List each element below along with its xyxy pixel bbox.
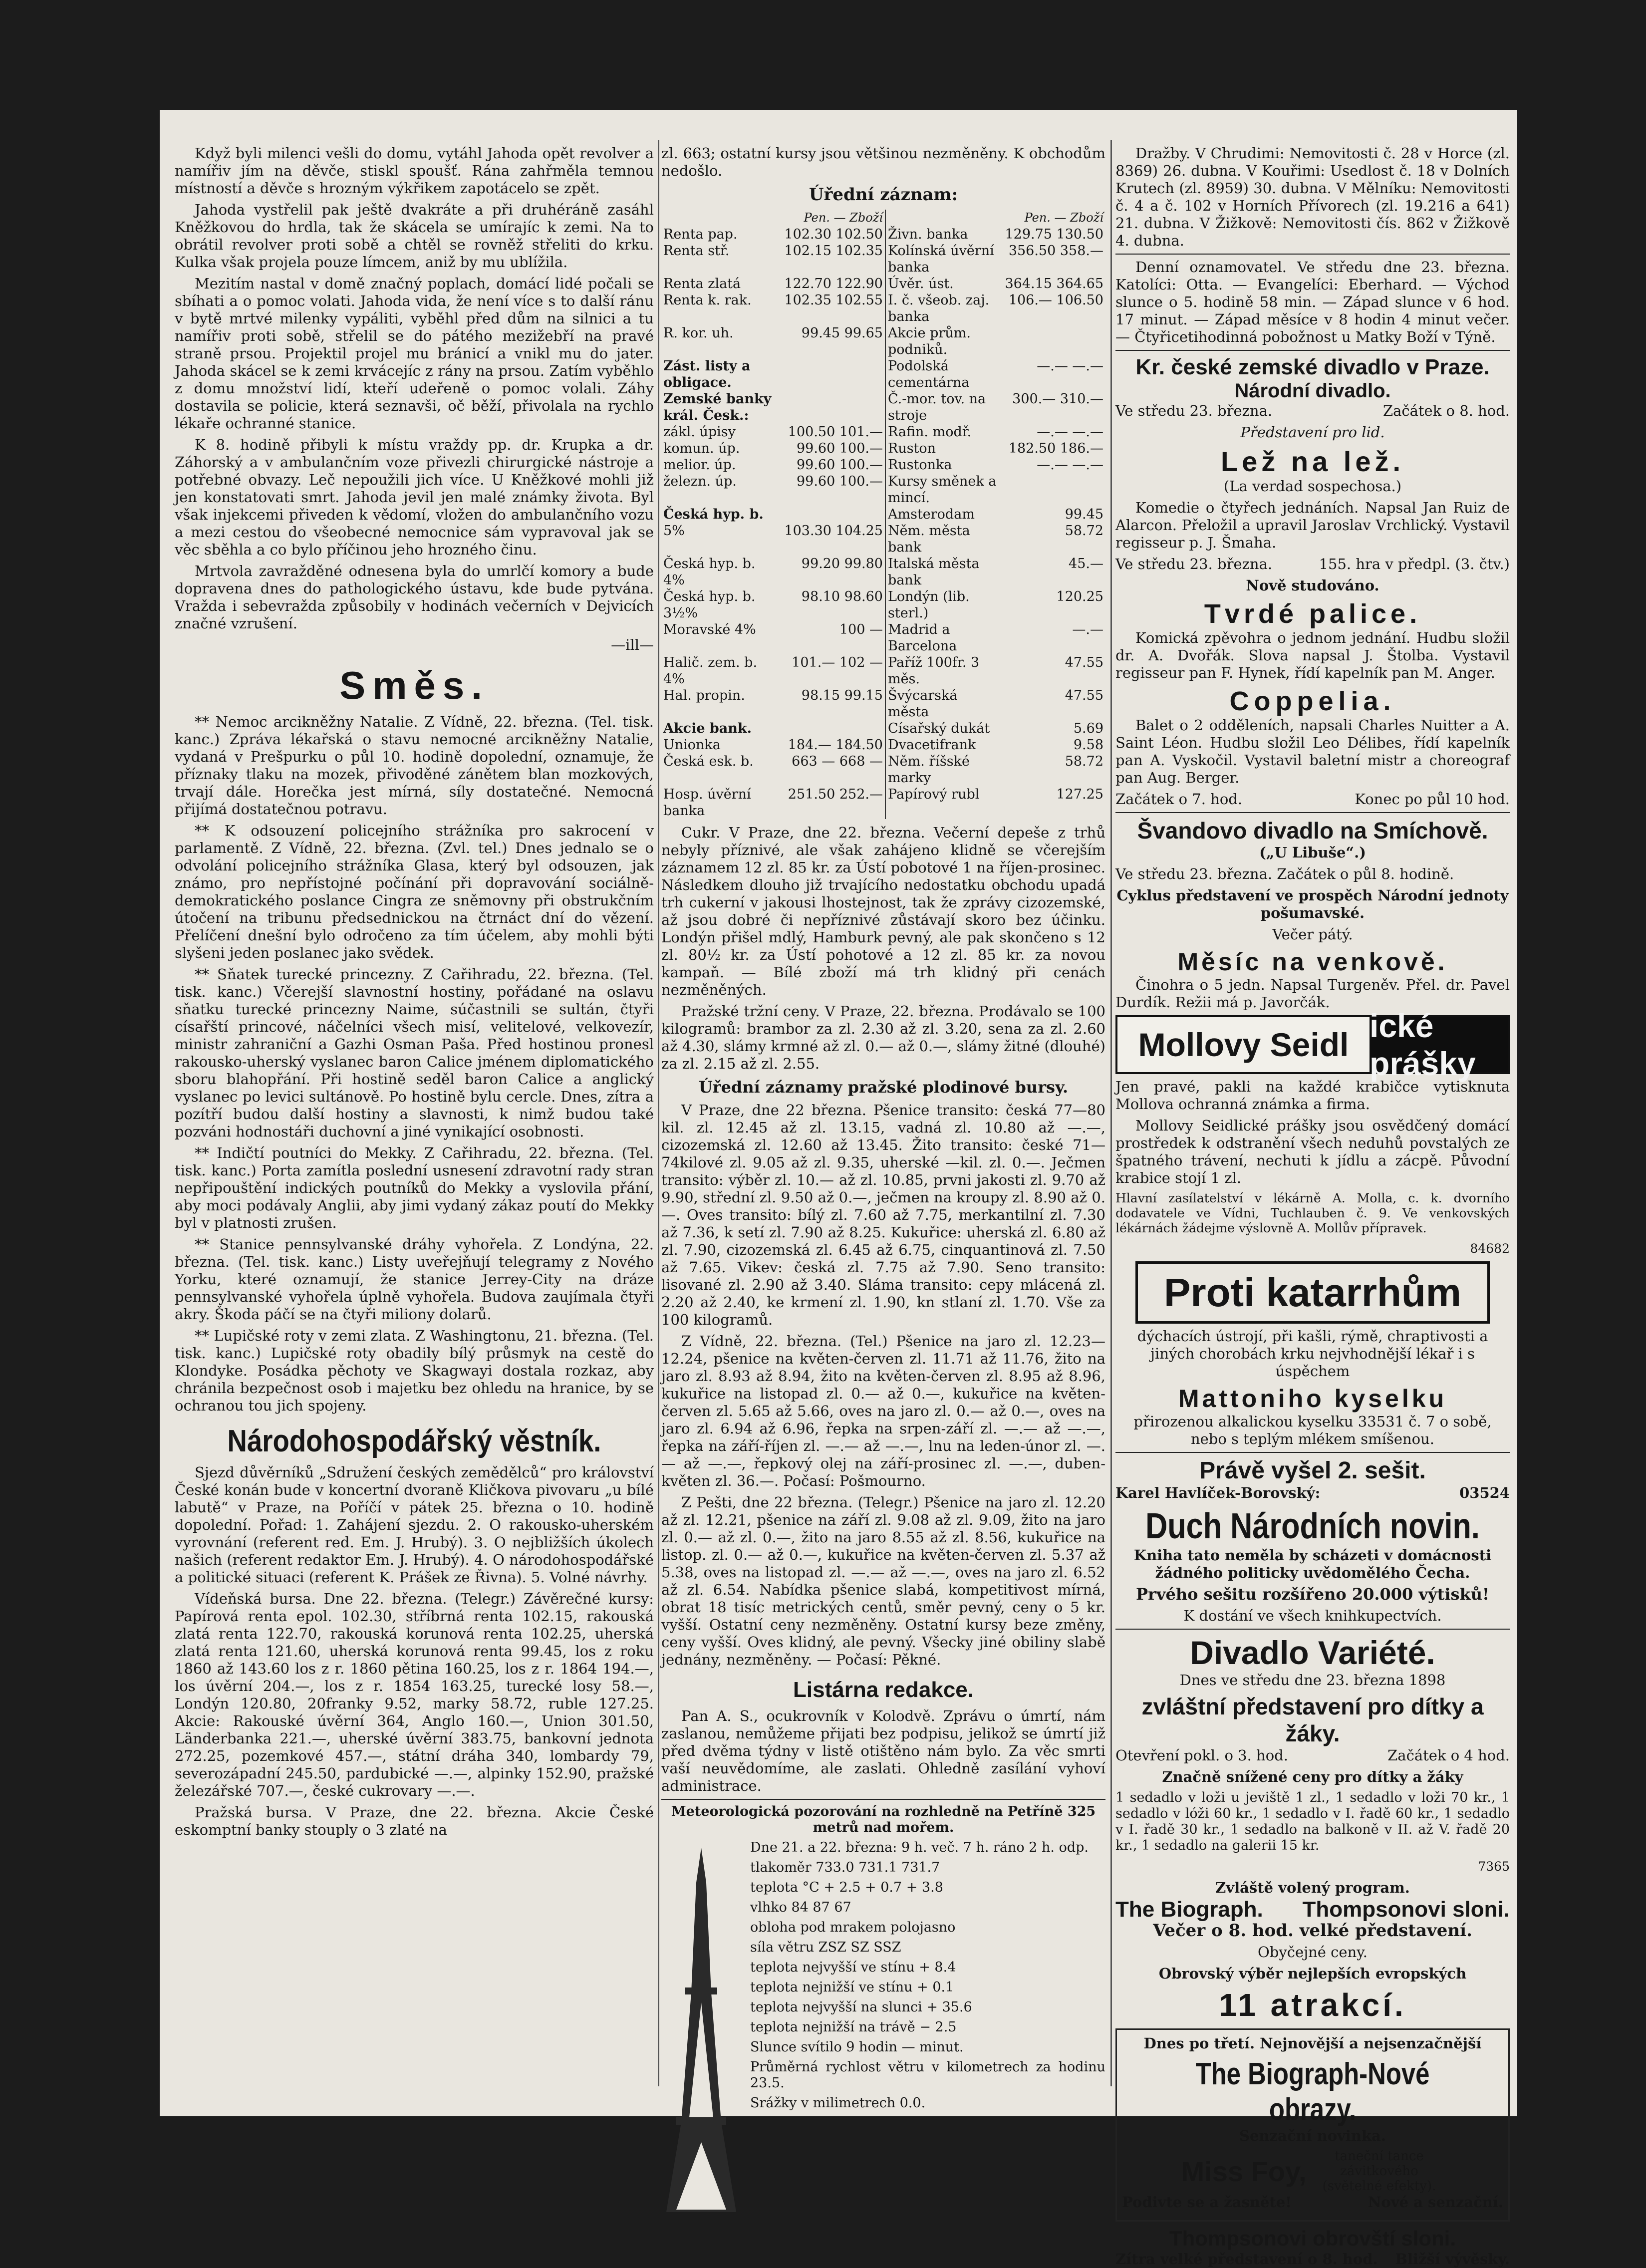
ad-number: 7365 [1478, 1859, 1510, 1874]
section-title-economy: Národohospodářský věstník. [227, 1424, 601, 1458]
table-cell: 300.— 310.— [1012, 391, 1103, 407]
table-cell: Něm. říšské marky [885, 753, 1003, 786]
table-cell: Akcie bank. [663, 721, 752, 736]
show-note: Cyklus představení ve prospěch Národní jednoty pošumavské. [1116, 887, 1509, 921]
table-cell: Císařský dukát [885, 720, 1003, 737]
table-row [661, 358, 1105, 391]
table-cell: 98.10 98.60 [801, 589, 883, 604]
table-cell: 99.20 99.80 [801, 556, 883, 571]
table-row [661, 654, 1105, 687]
table-row [661, 473, 1105, 506]
book-availability: K dostání ve všech knihkupectvích. [1183, 1607, 1442, 1624]
table-cell: 127.25 [1056, 787, 1103, 802]
table-cell: 100.50 101.— [788, 424, 883, 440]
bursa-continuation: zl. 663; ostatní kursy jsou většinou nezměněny. K obchodům nedošlo. [661, 145, 1105, 179]
grain-exchange-title: Úřední záznamy pražské plodinové bursy. [698, 1078, 1069, 1097]
column-rule [1110, 140, 1112, 2086]
meteo-row: tlakoměr 733.0 731.1 731.7 [750, 1860, 940, 1875]
column-right [1115, 145, 1510, 2268]
economy-item: Sjezd důvěrníků „Sdružení českých zemědělců“ pro království České konán bude v koncertní dvoraně Kličkova pivovaru „u bílé labutě“ v Praze, na Poříčí v pátek 25. března o 10. hodině dopolední. Pořad: 1. Zahájení sjezdu. 2. O rakousko-uherském vyrovnání (referent red. Em. J. Hrubý). 3. O nejbližších úkolech našich (referent redaktor Em. J. Hrubý). 4. O národohospodářské a politické situaci (referent K. Prášek ze Řivna). 5. Volné návrhy. [175, 1464, 654, 1586]
table-cell: Moravské 4% [663, 622, 756, 637]
biograph-ad-intro: Dnes po třetí. Nejnovější a nejsenzačnější [1143, 2035, 1482, 2052]
table-cell: Amsterodam [885, 506, 1003, 523]
table-cell: 58.72 [1065, 754, 1103, 769]
table-cell: 98.15 99.15 [801, 688, 883, 703]
table-cell [782, 506, 885, 523]
biograph-ad-novelty: Senzační novinka. [1239, 2127, 1386, 2144]
play-description: Činohra o 5 jedn. Napsal Turgeněv. Přel. dr. Pavel Durdík. Režii má p. Javorčák. [1115, 976, 1510, 1011]
table-cell: Česká hyp. b. 3½% [663, 589, 756, 621]
biograph-ad-call: Podivte se a žasněte! [1122, 2194, 1292, 2211]
column-middle [661, 145, 1105, 2111]
table-cell: 663 — 668 — [792, 754, 883, 769]
table-cell: 182.50 186.— [1008, 441, 1103, 456]
table-row [661, 753, 1105, 786]
table-cell: —.— —.— [1037, 358, 1103, 374]
table-row [661, 621, 1105, 654]
mollovy-banner-left: Mollovy Seidl [1117, 1017, 1370, 1072]
table-cell: 99.45 99.65 [801, 325, 883, 341]
table-cell: Něm. města bank [885, 523, 1003, 556]
meteo-head: Dne 21. a 22. března: 9 h. več. 7 h. ráno 2 h. odp. [750, 1840, 1089, 1855]
meteo-row: Slunce svítilo 9 hodin — minut. [750, 2039, 964, 2055]
meteo-row: teplota nejnižší ve stínu + 0.1 [750, 1980, 954, 1995]
table-cell: 103.30 104.25 [784, 523, 883, 539]
book-title: Duch Národních novin. [1145, 1506, 1480, 1546]
show-evening: Večer pátý. [1272, 926, 1353, 943]
play-title: Coppelia. [1229, 686, 1396, 716]
play-title: Tvrdé palice. [1204, 599, 1421, 629]
variete-special: zvláštní představení pro dítky a žáky. [1141, 1694, 1484, 1746]
table-cell: 99.60 100.— [796, 441, 883, 456]
economy-item: Vídeňská bursa. Dne 22. března. (Telegr.) Závěrečné kursy: Papírová renta epol. 102.30, stříbrná renta 102.15, rakouská zlatá renta 122.70, rakouská korunová renta 102.25, uherská zlatá renta 121.60, uherská korunová renta 99.45, los z roku 1860 až 143.60 los z r. 1860 pětina 160.25, los z r. 1864 194.—, los úvěrní 204.—, los z r. 1854 163.25, turecké losy 58.—, Londýn 120.80, 20franky 9.52, marky 58.72, ruble 127.25. Akcie: Rakouské úvěrní 364, Anglo 160.—, Union 301.50, Länderbanka 221.—, uherské úvěrní 383.75, bankovní jednota 272.25, pozemkové 457.—, státní dráha 340, lombardy 79, severozápadní 245.50, pardubické —.—, alpinky 152.90, pražské železářské 707.—, české cukrovary —.—. [175, 1590, 654, 1799]
national-theatre: Národní divadlo. [1234, 380, 1391, 402]
table-cell: 251.50 252.— [788, 787, 883, 802]
attractions-intro: Obrovský výběr nejlepších evropských [1158, 1965, 1467, 1982]
table-cell: melior. úp. [663, 457, 736, 473]
table-cell: Halič. zem. b. 4% [663, 655, 758, 687]
petrin-tower-icon [661, 1843, 741, 2222]
table-row [661, 506, 1105, 523]
table-header: Pen. — Zboží [804, 211, 883, 225]
katarrh-ad-title: Proti katarrhům [1135, 1261, 1490, 1324]
table-cell: Rafin. modř. [885, 424, 1003, 440]
posters-note: Bližší vývěsky. [1395, 2251, 1510, 2268]
table-cell: —.— —.— [1037, 424, 1103, 440]
vienna-report: Z Vídně, 22. března. (Tel.) Pšenice na jaro zl. 12.23—12.24, pšenice na květen-červen zl. 11.71 až 11.76, žito na jaro zl. 8.93 až 8.94, žito na květen-červen zl. 8.95 až 8.96, kukuřice na listopad zl. 0.— až 0.—, kukuřice na květen-červen zl. 5.65 až 5.66, oves na jaro zl. 0.— až 0.—, oves na jaro zl. 6.94 až 6.96, řepka na srpen-září zl. —.— až —.—, řepka na září-říjen zl. —.— až —.—, lnu na leden-únor zl. —.— až —.—, řepkový olej na září-prosinec zl. —.—, duben-květen zl. 36.—. Počasí: Pošmourno. [661, 1333, 1105, 1489]
table-cell: Kursy směnek a mincí. [885, 473, 1003, 506]
mollovy-banner-right: ické prášky [1370, 1017, 1508, 1072]
table-row [661, 292, 1105, 325]
mattoni-text: přirozenou alkalickou kyselku 33531 č. 7 o sobě, nebo s teplým mlékem smíšenou. [1133, 1413, 1492, 1447]
table-cell: 184.— 184.50 [788, 737, 883, 753]
attractions: 11 atrakcí. [1219, 1987, 1406, 2023]
play-title: Měsíc na venkově. [1177, 948, 1448, 976]
table-cell: 100 — [839, 622, 883, 637]
table-cell: 106.— 106.50 [1008, 292, 1103, 308]
table-row [661, 243, 1105, 276]
table-cell: I. č. všeob. zaj. banka [885, 292, 1003, 325]
table-cell: Zemské banky král. Česk.: [663, 391, 772, 423]
table-cell: 356.50 358.— [1008, 243, 1103, 259]
column-left [175, 145, 654, 2101]
theatre-title: Kr. české zemské divadlo v Praze. [1135, 355, 1490, 379]
table-cell: 45.— [1069, 556, 1103, 571]
table-header: Pen. — Zboží [1024, 211, 1103, 225]
daily-announcer: Denní oznamovatel. Ve středu dne 23. března. Katolíci: Otta. — Evangelíci: Eberhard. — Východ slunce o 5. hodině 58 min. — Západ slunce v 6 hod. 17 minut. — Západ měsíce v 8 hodin 4 minut večer. — Čtyřicetihodinná pobožnost u Matky Boží v Týně. [1115, 259, 1510, 345]
show-date: Ve středu 23. března. [1115, 402, 1273, 419]
article-paragraph: Jahoda vystřelil pak ještě dvakráte a při druhéráně zasáhl Kněžkovou do hrdla, tak že skácela se umírajíc k zemi. Na to obrátil revolver proti sobě a chtěl se rovněž střeliti do krku. Kulka však projela pouze límcem, aniž by mu ublížila. [175, 201, 654, 271]
author-signature: —ill— [611, 636, 654, 653]
table-cell: 102.15 102.35 [784, 243, 883, 259]
table-cell: —.— —.— [1037, 457, 1103, 473]
table-row [661, 457, 1105, 473]
table-cell [782, 358, 885, 391]
table-row [661, 276, 1105, 292]
editorial-letters-title: Listárna redakce. [793, 1678, 974, 1702]
katarrh-ad-text: dýchacích ústrojí, při kašli, rýmě, chraptivosti a jiných chorobách krku nejvhodnější lékař i s úspěchem [1137, 1328, 1488, 1380]
table-cell: železn. úp. [663, 474, 737, 489]
auctions: Dražby. V Chrudimi: Nemovitosti č. 28 v Horce (zl. 8369) 26. dubna. V Kouřimi: Usedlost č. 18 v Dolních Krutech (zl. 8959) 30. dubna. V Mělníku: Nemovitosti č. 4 a č. 102 v Horních Přívorech (zl. 19.216 a 641) 21. dubna. V Žižkově: Nemovitosti čís. 862 v Žižkově 4. dubna. [1115, 145, 1510, 249]
table-cell: Úvěr. úst. [885, 276, 1003, 292]
table-cell: Česká hyp. b. [663, 507, 764, 522]
show-date: Ve středu 23. března. Začátek o půl 8. hodině. [1115, 865, 1454, 882]
variete-program: Zvláště volený program. [1215, 1879, 1410, 1896]
table-cell: Renta zlatá [663, 276, 741, 291]
book-description: Kniha tato neměla by scházeti v domácnosti žádného politicky uvědomělého Čecha. [1133, 1547, 1492, 1581]
variete-cheap: Značně snížené ceny pro dítky a žáky [1162, 1768, 1463, 1785]
table-cell: Česká hyp. b. 4% [663, 556, 756, 588]
meteo-row: síla větru ZSZ SZ SSZ [750, 1940, 901, 1955]
meteo-row: vlhko 84 87 67 [750, 1900, 851, 1915]
table-row [661, 786, 1105, 819]
table-cell: Renta stř. [663, 243, 730, 259]
table-cell: Paříž 100fr. 3 měs. [885, 654, 1003, 687]
show-note: Představení pro lid. [1240, 424, 1385, 441]
play-title: Lež na lež. [1220, 446, 1405, 477]
table-cell: Česká esk. b. [663, 754, 754, 769]
article-paragraph: K 8. hodině přibyli k místu vraždy pp. dr. Krupka a dr. Záhorský a v ambulančním voze přivezli chirurgické nástroje a potřebné obvazy. Leč nepoužili jich více. U Kněžkové mohli již jen konstatovati smrt. Jahoda jevil jen malé známky života. Byl však injekcemi přiveden k vědomí, vložen do ambulančního vozu a mezi cestou do všeobecné nemocnice sám vypravoval jak se věc sběhla a co bylo příčinou jeho hrozného činu. [175, 436, 654, 558]
miss-foy-desc: taneční tance závitkového (světelné efekty). [1322, 2149, 1436, 2194]
exchange-table [661, 210, 1105, 819]
table-cell [782, 720, 885, 737]
biograph-ad-new: Nové a senzační. [1368, 2194, 1503, 2211]
show-start: Začátek o 8. hod. [1382, 402, 1510, 419]
book-circulation: Prvého sešitu rozšířeno 20.000 výtisků! [1135, 1585, 1490, 1604]
variete-prices-note: Obyčejné ceny. [1257, 1944, 1368, 1961]
table-cell: 5.69 [1073, 721, 1103, 736]
table-cell: Dvacetifrank [885, 737, 1003, 753]
subscription-note: 155. hra v předpl. (3. čtv.) [1319, 556, 1510, 572]
news-item: ** Indičtí poutníci do Mekky. Z Cařihradu, 22. března. (Tel. tisk. kanc.) Porta zamítla poslední usnesení zdravotní rady stran nepřipouštění indických poutníků do Mekky a vyslovila přání, aby moci podávaly Anglii, aby jimi vydaný zákaz poutí do Mekky byl v platnosti zrušen. [175, 1144, 654, 1231]
thompson: Thompsonovi sloni. [1302, 1897, 1510, 1922]
meteo-title: Meteorologická pozorování na rozhledně na Petříně 325 metrů nad mořem. [671, 1804, 1096, 1835]
table-cell: Akcie prům. podniků. [885, 325, 1003, 358]
table-cell: Č.-mor. tov. na stroje [885, 391, 1003, 424]
article-paragraph: Mrtvola zavražděné odnesena byla do umrlčí komory a bude dopravena dnes do pathologického ústavu, kde bude pytvána. Vražda i sebevražda způsobily v hodinách večerních v Dejvicích značné vzrušení. [175, 563, 654, 632]
table-cell [1003, 473, 1105, 506]
table-cell: 102.30 102.50 [784, 227, 883, 242]
article-paragraph: Mezitím nastal v domě značný poplach, domácí lidé počali se sbíhati a o pomoc volati. Jahoda vida, že není více s to další ránu v bytě mrtvé milenky vypáliti, vyběhl před dům na silnici a tu namířiv proti sobě, střelil se do pátého mezižebří na pravé straně prsou. Projektil projel mu bránicí a vnikl mu do jater. Jahoda skácel se k zemi krvácejíc z rány na prsou. Zatím vyběhlo z domu množství lidí, kteří udeřeně o pomoc volali. Záhy dostavila se policie, která seznavši, oč běží, přivolala na rychlo lékaře ochranné stanice. [175, 275, 654, 432]
table-cell: komun. úp. [663, 441, 740, 456]
table-cell: Kolínská úvěrní banka [885, 243, 1003, 276]
table-cell: 102.35 102.55 [784, 292, 883, 308]
table-cell: Renta pap. [663, 227, 738, 242]
table-cell: Unionka [663, 737, 721, 753]
variete-prices: 1 sedadlo v loži u jeviště 1 zl., 1 sedadlo v loži 70 kr., 1 sedadlo v lóži 60 kr., 1 sedadlo v I. řadě 60 kr., 1 sedadlo v I. řadě 30 kr., 1 sedadlo na balkoně v II. až V. řadě 20 kr., 1 sedadlo na galerii 15 kr. [1115, 1790, 1510, 1853]
biograph-ad-title: The Biograph-Nové obrazy. [1195, 2057, 1430, 2127]
play-description: Balet o 2 odděleních, napsali Charles Nuitter a A. Saint Léon. Hudbu složil Leo Délibes, řídí kapelník pan A. Vyskočil. Vystavil baletní mistr a choreograf pan Aug. Berger. [1115, 717, 1510, 786]
table-row [661, 440, 1105, 457]
table-cell: Švýcarská města [885, 687, 1003, 720]
variete-start: Začátek o 4 hod. [1387, 1747, 1510, 1764]
table-cell: 47.55 [1065, 688, 1103, 703]
table-cell: Živn. banka [885, 226, 1003, 243]
table-cell: zákl. úpisy [663, 424, 736, 440]
meteo-block [661, 1804, 1105, 2111]
column-rule [658, 140, 659, 2086]
news-item: ** Lupičské roty v zemi zlata. Z Washingtonu, 21. března. (Tel. tisk. kanc.) Lupičské roty obadily bílý průsmyk na cestě do Klondyke. Posádka pěchoty ve Skagwayi dostala rozkaz, aby chránila bezpečnost osob i majetku bez ohledu na hranice, by se ochranou tou jich spojeny. [175, 1327, 654, 1414]
table-cell: Italská města bank [885, 556, 1003, 588]
table-cell: Hal. propin. [663, 688, 745, 703]
show-date: Ve středu 23. března. [1115, 556, 1273, 572]
mollovy-text: Mollovy Seidlické prášky jsou osvědčený domácí prostředek k odstranění všech neduhů povstalých ze špatného trávení, nechuti k jídlu a zácpě. Původní krabice stojí 1 zl. [1115, 1117, 1510, 1186]
play-subtitle: (La verdad sospechosa.) [1223, 478, 1402, 495]
book-author: Karel Havlíček-Borovský: [1115, 1484, 1321, 1501]
book-ad-headline: Právě vyšel 2. sešit. [1199, 1457, 1426, 1484]
show-start: Začátek o 7. hod. [1115, 791, 1243, 808]
table-cell: —.— [1072, 622, 1103, 637]
table-cell: Ruston [885, 440, 1003, 457]
svandovo-subtitle: („U Libuše“.) [1259, 844, 1366, 861]
table-cell: Rustonka [885, 457, 1003, 473]
table-cell: 99.60 100.— [796, 474, 883, 489]
pest-report: Z Pešti, dne 22 března. (Telegr.) Pšenice na jaro zl. 12.20 až zl. 12.21, pšenice na září zl. 9.08 až zl. 9.09, žito na jaro zl. 0.— až zl. 0.—, žito na jaro 8.55 až zl. 8.56, kukuřice na listop. zl. 0.— až 0.—, kukuřice na květen-červen zl. 5.37 až 5.38, oves na listopad zl. —.— až —.—, oves na jaro zl. 6.52 až zl. 6.54. Nabídka pšenice slabá, kompetitivost mírná, obrat 18 tisíc metrických centů, směr pevný, ceny o 5 kr. vyšší. Ostatní ceny nezměněny. Ostatní kursy beze změny, ceny vyšší. Oves klidný, ale pevný. Všecky jiné obiliny slabě jednány, nezměněny. — Počasí: Pěkné. [661, 1494, 1105, 1668]
miss-foy: Miss Foy, [1181, 2155, 1307, 2187]
table-cell [1003, 325, 1105, 358]
table-cell: 99.60 100.— [796, 457, 883, 473]
table-cell: 120.25 [1056, 589, 1103, 604]
table-cell: Hosp. úvěrní banka [663, 787, 751, 819]
table-cell: Renta k. rak. [663, 292, 752, 308]
table-cell: Podolská cementárna [885, 358, 1003, 391]
play-description: Komická zpěvohra o jednom jednání. Hudbu složil dr. A. Dvořák. Slova napsal J. Štolba. Vystavil regisseur pan F. Hynek, řídí kapelník pan M. Anger. [1115, 629, 1510, 681]
mattoni-title: Mattoniho kyselku [1178, 1385, 1447, 1413]
table-cell: Madrid a Barcelona [885, 621, 1003, 654]
biograph-ad [1115, 2028, 1510, 2222]
tomorrow-show: Zítra velké představení o 8. hod. [1115, 2251, 1378, 2268]
news-item: ** Sňatek turecké princezny. Z Cařihradu, 22. března. (Tel. tisk. kanc.) Včerejší slavnostní hostiny, pořádané na oslavu sňatku turecké princezny Naime, súčastnili se sultán, čtyři císařští princové, náčelníci všech misí, velitelové, velkovezír, ministr zahraniční a Gazhi Osman Paša. Před hostinou pronesl rakousko-uherský vyslanec baron Calice jménem diplomatického sboru blahopřání. Při hostině seděl baron Calice a anglický vyslanec po levici sultánově. Po hostině bylu cercle. Dnes, zítra a pozítří budou další hostiny a slavnosti, k nimž budou také pozváni hodnostáři duchovní a jiné vynikající osobnosti. [175, 966, 654, 1140]
table-cell: Papírový rubl [885, 786, 1003, 819]
sugar-report: Cukr. V Praze, dne 22. března. Večerní depeše z trhů nebyly příznivé, ale však zahájeno klidně se včerejším záznamem 12 zl. 85 kr. za Ústí pobotové 1 na říjen-prosinec. Následkem dlouho již trvajícího nedostatku obchodu upadá trh cukerní v jakousi lhostejnost, tak že zprávy cizozemské, až jsou dobré či nepříznivé zůstávají skoro bez účinku. Londýn přišel mdlý, Hamburk pevný, ale pak skončeno s 12 zl. 80½ kr. za Ústí pohotové a 12 zl. 85 kr. za novou kampaň. — Bílé zboží má trh klidný při cenách nezměněných. [661, 824, 1105, 998]
table-row [661, 523, 1105, 556]
news-item: ** Stanice pennsylvanské dráhy vyhořela. Z Londýna, 22. března. (Tel. tisk. kanc.) Listy uveřejňují telegramy z Nového Yorku, které oznamují, že stanice Jerrey-City na dráze pennsylvanské vyhořela úplně vyhořela. Budova zaujímala čtyři akry. Škoda páčí se na čtyři miliony dolarů. [175, 1236, 654, 1323]
mollovy-genuine: Jen pravé, pakli na každé krabičce vytisknuta Mollova ochranná známka a firma. [1115, 1078, 1510, 1113]
table-row [661, 226, 1105, 243]
section-title-smes: Směs. [339, 663, 489, 707]
newspaper-page [160, 110, 1517, 2268]
svandovo-title: Švandovo divadlo na Smíchově. [1137, 818, 1488, 844]
table-cell: 9.58 [1073, 737, 1103, 753]
variete-open: Otevření pokl. o 3. hod. [1115, 1747, 1288, 1764]
table-row [661, 424, 1105, 440]
table-cell: 99.45 [1065, 507, 1103, 522]
table-cell: Zást. listy a obligace. [663, 358, 751, 390]
economy-item: Pražská bursa. V Praze, dne 22. března. Akcie České eskomptní banky stouply o 3 zlaté na [175, 1804, 654, 1838]
table-row [661, 325, 1105, 358]
table-row [661, 588, 1105, 621]
play-description: Komedie o čtyřech jednáních. Napsal Jan Ruiz de Alarcon. Přeložil a upravil Jaroslav Vrchlický. Vystavil regisseur p. J. Šmaha. [1115, 499, 1510, 551]
table-cell: 129.75 130.50 [1005, 227, 1103, 242]
article-paragraph: Když byli milenci vešli do domu, vytáhl Jahoda opět revolver a namířiv jím na děvče, stiskl spoušť. Rána zahřměla temnou místností a děvče s hrozným výkřikem zapotácelo se zpět. [175, 145, 654, 197]
meteo-row: Srážky v milimetrech 0.0. [750, 2095, 926, 2111]
market-prices: Pražské tržní ceny. V Praze, 22. března. Prodávalo se 100 kilogramů: brambor za zl. 2.30 až zl. 3.20, sena za zl. 2.60 až 4.30, slámy krmné až zl. 0.— až 0.—, slámy žitné (dlouhé) za zl. 2.15 až zl. 2.55. [661, 1003, 1105, 1072]
biograph: The Biograph. [1115, 1897, 1263, 1922]
grain-exchange-report: V Praze, dne 22 března. Pšenice transito: česká 77—80 kil. zl. 12.45 až zl. 13.15, vadná zl. 10.80 až —.—, cizozemská zl. 12.60 až 13.45. Žito transito: české 71—74kilové zl. 9.05 až zl. 9.35, uherské —kil. zl. 0.—. Ječmen transito: výběr zl. 10.— až zl. 10.85, prvni jakosti zl. 9.70 až 9.90, střední zl. 9.50 až 0.—, ječmen na kroupy zl. 8.90 až 0.—. Oves transito: bílý zl. 7.60 až 7.75, merkantilní zl. 7.30 až 7.36, k setí zl. 7.90 až 8.25. Kukuřice: uherská zl. 6.80 až zl. 7.90, cizozemská zl. 6.45 až 6.75, cinquantinová zl. 7.50 až 7.65. Vikev: česká zl. 7.75 až 7.90. Seno transito: lisované zl. 2.90 až 3.40. Sláma transito: cepy mlácená zl. 2.20 až 2.40, ke krmení zl. 1.90, kn stlaní zl. 1.70. Vše za 100 kilogramů. [661, 1102, 1105, 1328]
news-item: ** Nemoc arcikněžny Natalie. Z Vídně, 22. března. (Tel. tisk. kanc.) Zpráva lékařská o stavu nemocné arcikněžny Natalie, vydaná v Prešpurku o půl 10. hodině dopolední, oznamuje, že příznaky tlaku na mozek, přivoděné zánětem blan mozkových, trvají dále. Horečka jest mírná, síly dostatečné. Nemocná přijímá dostatečnou potravu. [175, 713, 654, 818]
show-end: Konec po půl 10 hod. [1355, 791, 1510, 808]
table-cell [782, 391, 885, 424]
table-row [661, 687, 1105, 720]
show-note: Nově studováno. [1246, 577, 1379, 594]
meteo-row: teplota nejvyšší ve stínu + 8.4 [750, 1960, 956, 1975]
mollovy-distribution: Hlavní zasílatelství v lékárně A. Molla, c. k. dvorního dodavatele ve Vídni, Tuchlauben č. 9. Ve venkovských lékárnách žádejme výslovně A. Mollův přípravek. [1115, 1191, 1510, 1235]
ad-number: 03524 [1459, 1484, 1510, 1501]
mollovy-ad-banner [1115, 1007, 1510, 1082]
ad-number: 84682 [1470, 1241, 1510, 1256]
variete-evening: Večer o 8. hod. velké představení. [1153, 1921, 1472, 1941]
variete-date: Dnes ve středu dne 23. března 1898 [1179, 1672, 1446, 1689]
table-cell: Londýn (lib. sterl.) [885, 588, 1003, 621]
table-row [661, 720, 1105, 737]
table-cell: 58.72 [1065, 523, 1103, 539]
thompson-elephants: Thompsonovi obrovští sloni. [1169, 2227, 1456, 2250]
table-cell: 101.— 102 — [792, 655, 883, 670]
meteo-row: teplota °C + 2.5 + 0.7 + 3.8 [750, 1880, 943, 1895]
meteo-row: obloha pod mrakem polojasno [750, 1920, 956, 1935]
table-row [661, 391, 1105, 424]
table-row [661, 737, 1105, 753]
meteo-row: teplota nejvyšší na slunci + 35.6 [750, 1999, 972, 2015]
editorial-letters: Pan A. S., ocukrovník v Kolodvě. Zprávu o úmrtí, nám zaslanou, nemůžeme přijati bez podpisu, jelikož se úmrtí již před dvěma týdny v listě otištěno nám bylo. Za věc smrti vaší neuvědomíme, ale zaslati. Ohledně zasílání vyhoví administrace. [661, 1707, 1105, 1794]
table-cell: 5% [663, 523, 685, 539]
meteo-row: teplota nejnižší na trávě − 2.5 [750, 2019, 957, 2035]
table-cell: R. kor. uh. [663, 325, 734, 341]
table-cell: 47.55 [1065, 655, 1103, 670]
news-item: ** K odsouzení policejního strážníka pro sakrocení v parlamentě. Z Vídně, 22. března. (Zvl. tel.) Dnes jednalo se o odvolání policejního strážníka Glasa, který byl odsouzen, jak známo, pro nepřístojné počínání při dopravování sociálně-demokratického poslance Cingra ze sněmovny při obstrukčním útočení na tribunu předsednickou na čtrnáct dní do vězení. Přelíčení dnešní bylo odročeno za tím účelem, aby mohli býti slyšeni jeden poslanec jako svědek. [175, 822, 654, 961]
table-cell: 364.15 364.65 [1005, 276, 1103, 291]
variete-title: Divadlo Variété. [1190, 1634, 1435, 1671]
table-cell: 122.70 122.90 [784, 276, 883, 291]
official-record-heading: Úřední záznam: [809, 185, 958, 205]
meteo-row: Průměrná rychlost větru v kilometrech za hodinu 23.5. [750, 2059, 1105, 2091]
table-row [661, 556, 1105, 588]
